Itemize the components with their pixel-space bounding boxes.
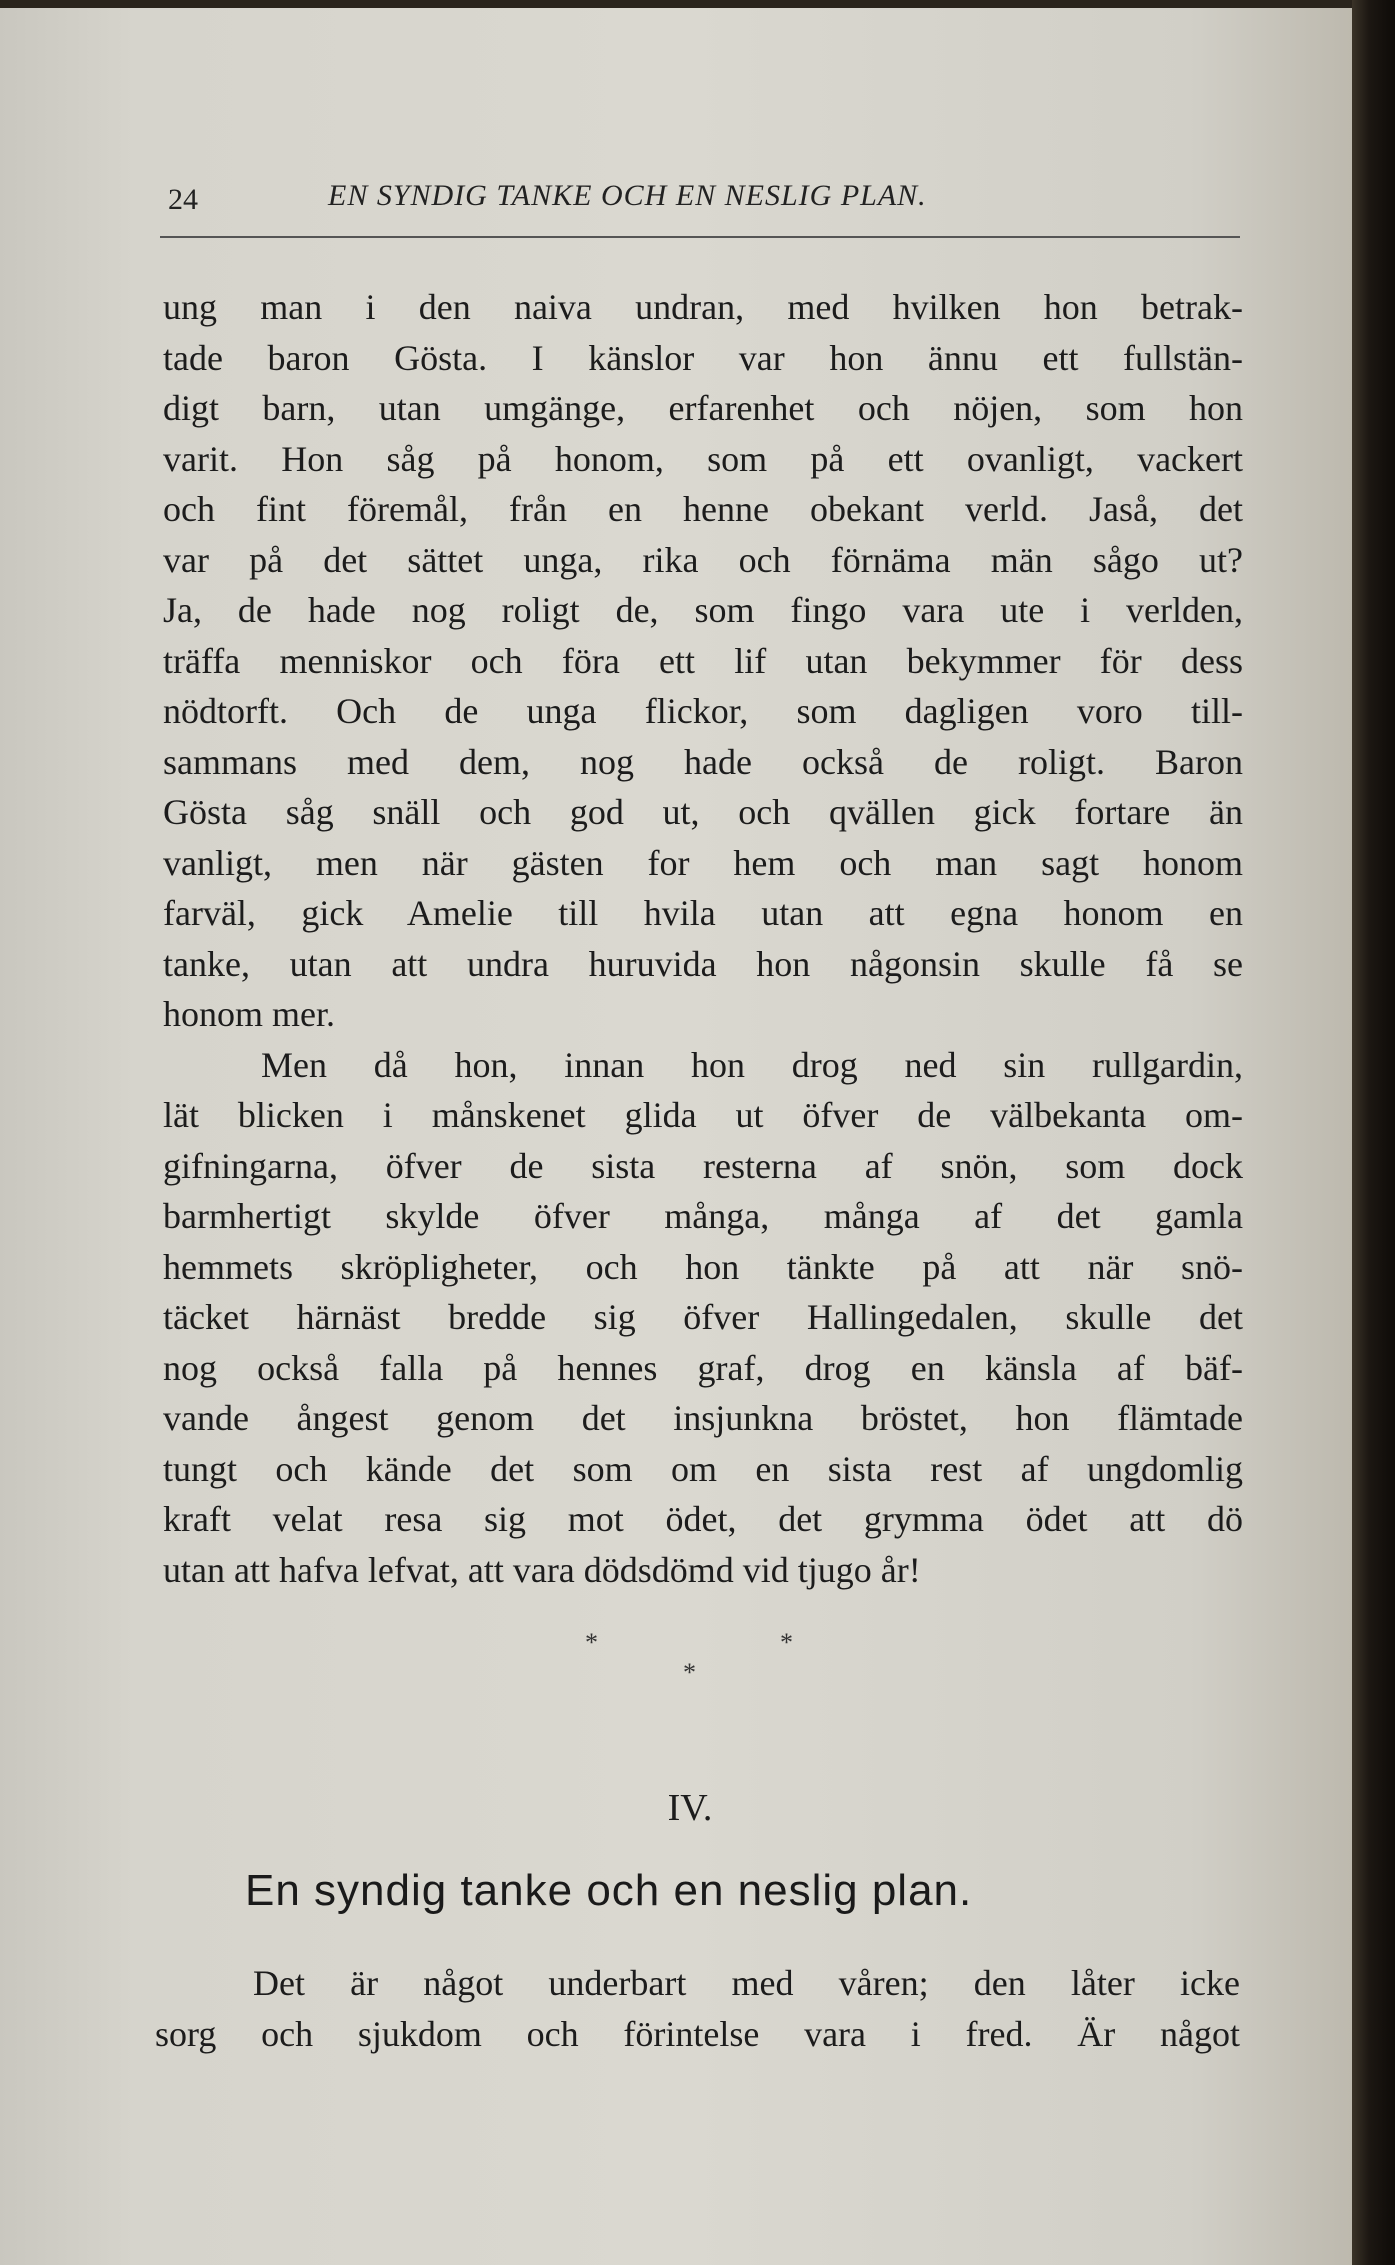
chapter-title: En syndig tanke och en neslig plan.: [245, 1866, 973, 1915]
page-number: 24: [168, 183, 198, 216]
text-line: vande ångest genom det insjunkna bröstet, hon flämtade: [163, 1398, 1243, 1438]
scan-top-edge: [0, 0, 1395, 8]
chapter-opening-text: [155, 1958, 1240, 2059]
text-line: hemmets skröpligheter, och hon tänkte på att när snö-: [163, 1246, 1243, 1287]
asterisk-mark: *: [780, 1628, 793, 1657]
running-head: [160, 173, 1240, 221]
text-line: sorg och sjukdom och förintelse vara i fred. Är något: [155, 2013, 1240, 2054]
text-line: tanke, utan att undra huruvida hon någonsin skulle få se: [163, 943, 1243, 984]
asterisk-mark: *: [683, 1658, 696, 1687]
book-page: [0, 8, 1352, 2265]
text-line: ung man i den naiva undran, med hvilken hon betrak-: [163, 287, 1243, 327]
text-line: täcket härnäst bredde sig öfver Hallingedalen, skulle det: [163, 1297, 1243, 1337]
asterisk-mark: *: [585, 1628, 598, 1657]
text-line: lät blicken i månskenet glida ut öfver de välbekanta om-: [163, 1095, 1243, 1135]
text-line: och fint föremål, från en henne obekant verld. Jaså, det: [163, 489, 1243, 529]
text-line: nödtorft. Och de unga flickor, som dagligen voro till-: [163, 691, 1243, 731]
text-line: vanligt, men när gästen for hem och man sagt honom: [163, 842, 1243, 883]
text-line: utan att hafva lefvat, att vara dödsdömd vid tjugo år!: [163, 1549, 921, 1590]
running-title: EN SYNDIG TANKE OCH EN NESLIG PLAN.: [328, 179, 927, 212]
book-binding-edge: [1352, 0, 1395, 2265]
text-line: gifningarna, öfver de sista resterna af snön, som dock: [163, 1145, 1243, 1186]
header-rule: [160, 236, 1240, 238]
text-line: sammans med dem, nog hade också de roligt. Baron: [163, 741, 1243, 782]
text-line-paragraph-start: Det är något underbart med våren; den låter icke: [253, 1963, 1240, 2003]
text-line: tungt och kände det som om en sista rest af ungdomlig: [163, 1448, 1243, 1489]
text-line: farväl, gick Amelie till hvila utan att egna honom en: [163, 893, 1243, 933]
text-line: honom mer.: [163, 994, 335, 1034]
text-line-paragraph-start: Men då hon, innan hon drog ned sin rullgardin,: [261, 1044, 1243, 1085]
section-separator: [0, 1628, 1352, 1718]
text-line: tade baron Gösta. I känslor var hon ännu ett fullstän-: [163, 337, 1243, 378]
text-line: Ja, de hade nog roligt de, som fingo vara ute i verlden,: [163, 590, 1243, 630]
text-line: träffa menniskor och föra ett lif utan bekymmer för dess: [163, 640, 1243, 681]
body-text: [163, 282, 1243, 1595]
text-line: digt barn, utan umgänge, erfarenhet och nöjen, som hon: [163, 388, 1243, 428]
text-line: Gösta såg snäll och god ut, och qvällen gick fortare än: [163, 792, 1243, 832]
text-line: var på det sättet unga, rika och förnäma män sågo ut?: [163, 539, 1243, 580]
text-line: varit. Hon såg på honom, som på ett ovanligt, vackert: [163, 438, 1243, 479]
text-line: nog också falla på hennes graf, drog en känsla af bäf-: [163, 1347, 1243, 1388]
text-line: barmhertigt skylde öfver många, många af det gamla: [163, 1196, 1243, 1236]
chapter-number: IV.: [667, 1787, 713, 1829]
text-line: kraft velat resa sig mot ödet, det grymma ödet att dö: [163, 1499, 1243, 1539]
